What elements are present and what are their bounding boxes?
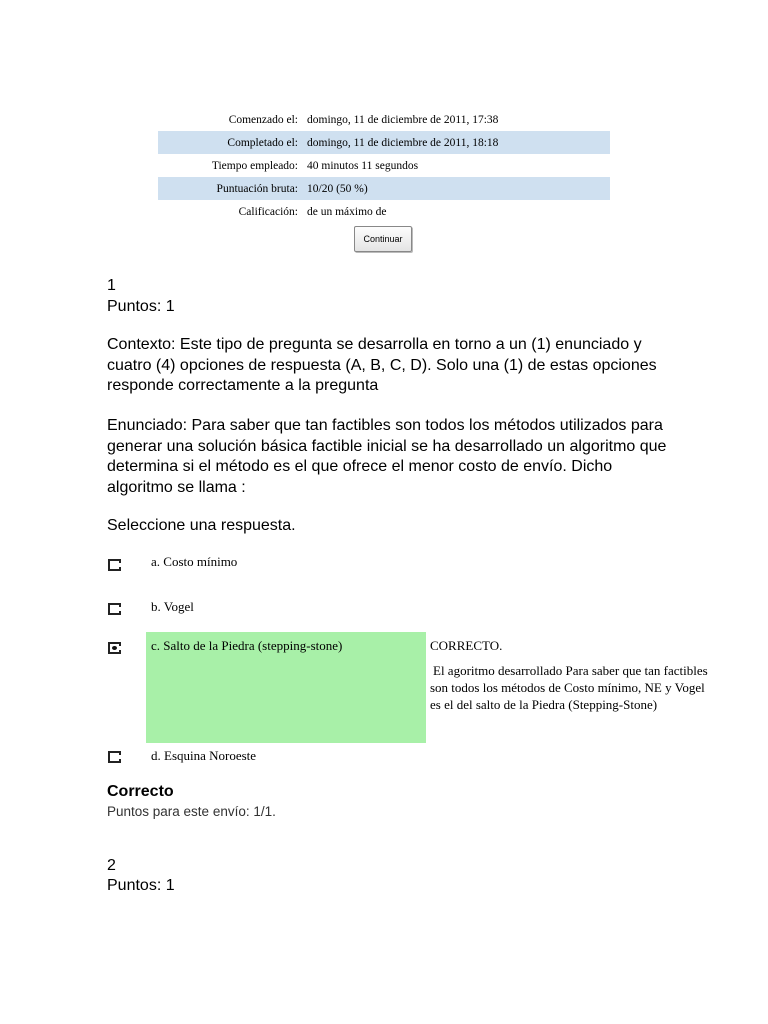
question-context: Contexto: Este tipo de pregunta se desarrolla en torno a un (1) enunciado y cuatro (4) opciones de respuesta (A, B, C, D). Solo una (1) de estas opciones responde correctamente a la pregunta xyxy=(107,336,657,394)
radio-selected-dot xyxy=(112,646,117,650)
continue-button[interactable]: Continuar xyxy=(354,226,412,252)
summary-value: 10/20 (50 %) xyxy=(302,177,610,200)
summary-value: domingo, 11 de diciembre de 2011, 17:38 xyxy=(307,113,499,126)
question-number: 2 xyxy=(107,857,116,874)
summary-label: Comenzado el: xyxy=(228,113,298,126)
option-b-radio[interactable] xyxy=(108,603,121,615)
summary-row-time xyxy=(158,154,610,177)
summary-row-completed xyxy=(158,131,610,154)
summary-label: Tiempo empleado: xyxy=(211,159,298,172)
summary-row-grade xyxy=(158,200,610,223)
option-b-label[interactable]: b. Vogel xyxy=(151,599,194,614)
summary-value: domingo, 11 de diciembre de 2011, 18:18 xyxy=(302,131,610,154)
question-statement: Enunciado: Para saber que tan factibles son todos los métodos utilizados para generar una solución básica factible inicial se ha desarrollado un algoritmo que determina si el método es el que ofrece el menor costo de envío. Dicho algoritmo se llama : xyxy=(107,417,667,496)
question-number: 1 xyxy=(107,277,116,294)
feedback-text: El agoritmo desarrollado Para saber que tan factibles son todos los métodos de Costo mínimo, NE y Vogel es el del salto de la Piedra (Stepping-Stone) xyxy=(430,663,708,712)
option-c-radio[interactable] xyxy=(108,642,121,654)
summary-label: Calificación: xyxy=(238,205,298,218)
option-c-label[interactable]: c. Salto de la Piedra (stepping-stone) xyxy=(146,632,426,743)
summary-value: de un máximo de xyxy=(307,205,387,218)
answer-prompt: Seleccione una respuesta. xyxy=(107,517,296,534)
summary-label: Puntuación bruta: xyxy=(158,177,302,200)
result-points: Puntos para este envío: 1/1. xyxy=(107,804,276,819)
summary-row-started xyxy=(158,108,610,131)
option-d-radio[interactable] xyxy=(108,751,121,763)
summary-row-raw-score xyxy=(158,177,610,200)
option-a-label[interactable]: a. Costo mínimo xyxy=(151,554,238,569)
question-points: Puntos: 1 xyxy=(107,298,175,315)
result-status: Correcto xyxy=(107,783,174,800)
summary-value: 40 minutos 11 segundos xyxy=(307,159,419,172)
summary-label: Completado el: xyxy=(158,131,302,154)
feedback-title: CORRECTO. xyxy=(430,638,503,653)
option-d-label[interactable]: d. Esquina Noroeste xyxy=(151,748,257,763)
option-a-radio[interactable] xyxy=(108,559,121,571)
attempt-summary-table xyxy=(158,108,610,223)
question-points: Puntos: 1 xyxy=(107,877,175,894)
